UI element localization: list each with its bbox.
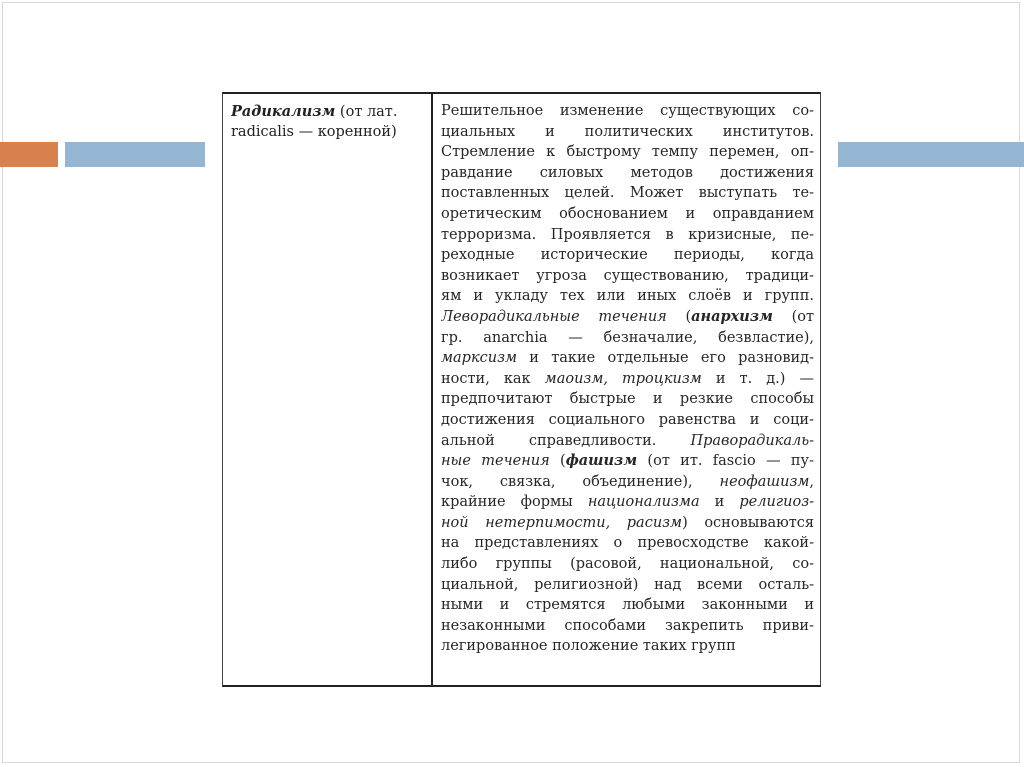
definition-line: Решительное изменение существующих со- bbox=[441, 103, 814, 119]
definition-line: гр. anarchia — безначалие, безвластие), bbox=[441, 329, 814, 346]
definition-line: чок, связка, объединение), неофашизм, bbox=[441, 473, 814, 490]
definition-line: либо группы (расовой, национальной, со- bbox=[441, 556, 814, 573]
definition-table bbox=[222, 92, 821, 687]
definition-line: ности, как маоизм, троцкизм и т. д.) — bbox=[441, 370, 814, 387]
definition-line: равдание силовых методов достижения bbox=[441, 164, 814, 181]
definition-line: предпочитают быстрые и резкие способы bbox=[441, 391, 814, 408]
term-line-1: Радикализм (от лат. bbox=[231, 103, 398, 120]
term-title: Радикализм bbox=[231, 103, 336, 120]
definition-line: ными и стремятся любыми законными и bbox=[441, 597, 814, 614]
definition-line: циальной, религиозной) над всеми осталь- bbox=[441, 576, 814, 593]
definition-line: циальных и политических институтов. bbox=[441, 123, 814, 140]
term-line-2: radicalis — коренной) bbox=[231, 124, 397, 140]
definition-line: Стремление к быстрому темпу перемен, оп- bbox=[441, 144, 814, 161]
definition-cell bbox=[433, 94, 820, 685]
definition-line: ям и укладу тех или иных слоёв и групп. bbox=[441, 288, 814, 305]
decor-blue-bar-right bbox=[838, 142, 1024, 167]
definition-line: альной справедливости. Праворадикаль- bbox=[441, 432, 814, 449]
definition-line: ные течения (фашизм (от ит. fascio — пу- bbox=[441, 452, 814, 470]
definition-line: возникает угроза существованию, традици- bbox=[441, 267, 814, 284]
definition-line: терроризма. Проявляется в кризисные, пе- bbox=[441, 226, 814, 243]
definition-line: марксизм и такие отдельные его разновид- bbox=[441, 350, 814, 367]
definition-line: ной нетерпимости, расизм) основываются bbox=[441, 514, 814, 531]
definition-line: реходные исторические периоды, когда bbox=[441, 247, 814, 264]
definition-line: крайние формы национализма и религиоз- bbox=[441, 494, 814, 511]
definition-line: незаконными способами закрепить приви- bbox=[441, 617, 814, 634]
decor-orange-bar bbox=[0, 142, 58, 167]
definition-line: Леворадикальные течения (анархизм (от bbox=[441, 307, 814, 325]
decor-blue-bar-left bbox=[65, 142, 205, 167]
definition-line: оретическим обоснованием и оправданием bbox=[441, 205, 814, 222]
definition-line: легированное положение таких групп bbox=[441, 638, 736, 655]
definition-line: на представлениях о превосходстве какой- bbox=[441, 535, 814, 552]
definition-line: поставленных целей. Может выступать те- bbox=[441, 185, 814, 202]
definition-line: достижения социального равенства и соци- bbox=[441, 411, 814, 428]
term-cell bbox=[223, 94, 433, 685]
